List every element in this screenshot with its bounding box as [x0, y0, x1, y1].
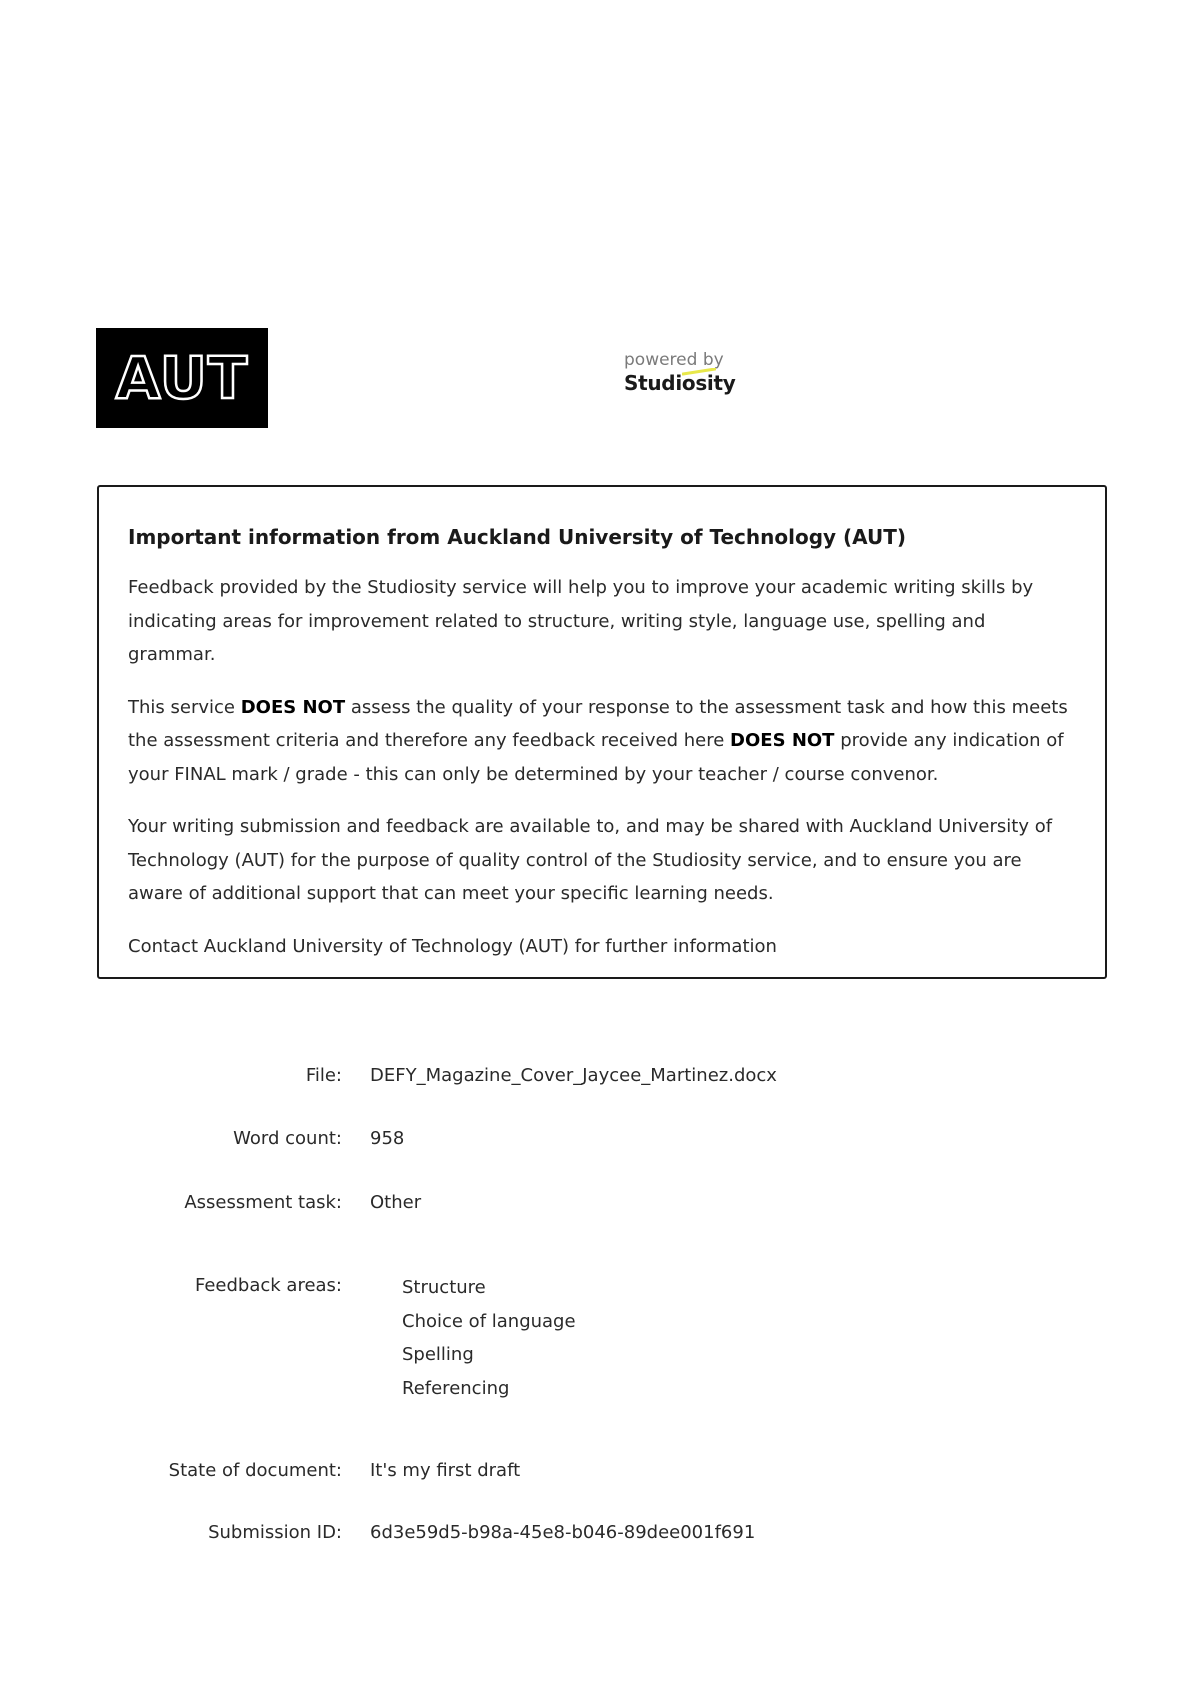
- feedback-area-item: Choice of language: [402, 1310, 576, 1332]
- meta-word-count-row: [0, 1124, 1200, 1154]
- meta-feedback-areas-row: [0, 1271, 1200, 1411]
- feedback-area-item: Spelling: [402, 1344, 474, 1365]
- feedback-areas-list: [402, 1271, 576, 1405]
- studiosity-brand: [624, 370, 754, 396]
- disclaimer-text-1: This service: [128, 696, 241, 718]
- submission-id-value: 6d3e59d5-b98a-45e8-b046-89dee001f691: [370, 1522, 756, 1543]
- state-of-document-value: It's my first draft: [370, 1460, 521, 1481]
- word-count-value: 958: [370, 1128, 405, 1149]
- info-paragraph-feedback: Feedback provided by the Studiosity service will help you to improve your academic writing skills by indicating areas for improvement related to structure, writing style, language use, spelling and grammar.: [128, 577, 1034, 665]
- powered-by-studiosity-logo: [624, 350, 754, 396]
- submission-id-label: Submission ID:: [208, 1522, 342, 1543]
- feedback-area-item: Referencing: [402, 1377, 510, 1399]
- word-count-label: Word count:: [233, 1128, 342, 1149]
- studiosity-swoosh-icon: [682, 368, 716, 376]
- info-paragraph-disclaimer: [128, 691, 1077, 792]
- file-label: File:: [305, 1065, 342, 1086]
- info-title: Important information from Auckland University of Technology (AUT): [128, 525, 907, 549]
- assessment-task-value: Other: [370, 1192, 422, 1213]
- powered-by-text: powered by: [624, 350, 724, 370]
- aut-logo-text: AUT: [115, 344, 249, 412]
- file-value: DEFY_Magazine_Cover_Jaycee_Martinez.docx: [370, 1065, 777, 1086]
- disclaimer-emphasis-2: DOES NOT: [730, 730, 835, 751]
- disclaimer-text-2: assess the quality of your response to the assessment task and how this meets the assessment criteria and therefore any feedback received here: [128, 696, 1068, 751]
- feedback-area-item: Structure: [402, 1277, 486, 1298]
- important-info-box: [97, 485, 1107, 979]
- meta-assessment-task-row: [0, 1188, 1200, 1218]
- disclaimer-emphasis-1: DOES NOT: [240, 696, 346, 718]
- meta-state-row: [0, 1456, 1200, 1486]
- info-paragraph-contact: Contact Auckland University of Technology (AUT) for further information: [128, 935, 777, 957]
- aut-logo: [96, 328, 268, 428]
- feedback-areas-label: Feedback areas:: [194, 1275, 342, 1296]
- meta-file-row: [0, 1061, 1200, 1091]
- info-paragraph-sharing: Your writing submission and feedback are available to, and may be shared with Auckland University of Technology (AUT) for the purpose of quality control of the Studiosity service, and to ensure you are aware of additional support that can meet your specific learning needs.: [128, 816, 1053, 904]
- disclaimer-text-3: provide any indication of your FINAL mark / grade - this can only be determined by your teacher / course convenor.: [128, 730, 1064, 785]
- state-of-document-label: State of document:: [168, 1460, 342, 1481]
- studiosity-brand-text: Studiosity: [624, 371, 736, 395]
- assessment-task-label: Assessment task:: [184, 1192, 342, 1213]
- meta-submission-id-row: [0, 1518, 1200, 1548]
